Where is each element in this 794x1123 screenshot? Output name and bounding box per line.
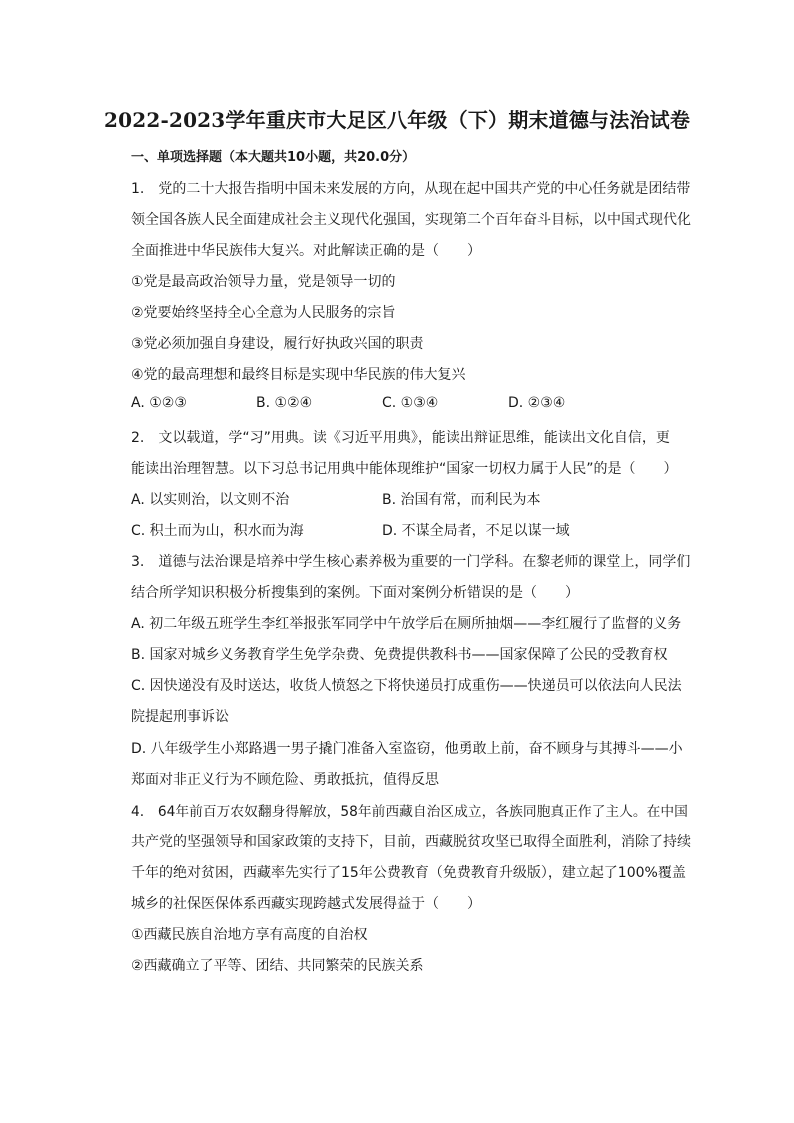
q1-line: 1. 党的二十大报告指明中国未来发展的方向，从现在起中国共产党的中心任务就是团结带 — [131, 181, 691, 197]
q3-option-d: D. 八年级学生小郑路遇一男子撬门准备入室盗窃，他勇敢上前，奋不顾身与其搏斗——小 — [131, 741, 683, 757]
q2-option-c: C. 积土而为山，积水而为海 — [131, 523, 304, 539]
q1-statement: ①党是最高政治领导力量，党是领导一切的 — [131, 274, 396, 290]
q2-option-d: D. 不谋全局者，不足以谋一域 — [382, 523, 570, 539]
q1-option-c: C. ①③④ — [382, 395, 439, 411]
q3-line: 结合所学知识积极分析搜集到的案例。下面对案例分析错误的是（ ） — [131, 585, 579, 601]
q4-line: 4. 64年前百万农奴翻身得解放，58年前西藏自治区成立，各族同胞真正作了主人。在中国 — [131, 804, 688, 820]
q4-line: 共产党的坚强领导和国家政策的支持下，目前，西藏脱贫攻坚已取得全面胜利，消除了持续 — [131, 834, 691, 850]
page-title: 2022-2023学年重庆市大足区八年级（下）期末道德与法治试卷 — [103, 108, 691, 132]
q2-line: 2. 文以载道，学“习”用典。读《习近平用典》，能读出辩证思维，能读出文化自信，更 — [131, 430, 670, 446]
q3-option-d-cont: 郑面对非正义行为不顾危险、勇敢抵抗，值得反思 — [131, 772, 439, 788]
q2-line: 能读出治理智慧。以下习总书记用典中能体现维护“国家一切权力属于人民”的是（ ） — [131, 461, 678, 477]
q3-option-c: C. 因快递没有及时送达，收货人愤怒之下将快递员打成重伤——快递员可以依法向人民法 — [131, 678, 682, 694]
q1-statement: ③党必须加强自身建设，履行好执政兴国的职责 — [131, 336, 424, 352]
q4-line: 城乡的社保医保体系西藏实现跨越式发展得益于（ ） — [131, 896, 481, 912]
q1-option-d: D. ②③④ — [508, 395, 566, 411]
q1-line: 领全国各族人民全面建成社会主义现代化强国，实现第二个百年奋斗目标，以中国式现代化 — [131, 212, 691, 228]
q1-statement: ②党要始终坚持全心全意为人民服务的宗旨 — [131, 305, 396, 321]
section-heading: 一、单项选择题（本大题共10小题，共20.0分） — [131, 150, 416, 165]
q1-line: 全面推进中华民族伟大复兴。对此解读正确的是（ ） — [131, 243, 481, 259]
q3-option-c-cont: 院提起刑事诉讼 — [131, 709, 229, 725]
q1-statement: ④党的最高理想和最终目标是实现中华民族的伟大复兴 — [131, 367, 466, 383]
q3-option-a: A. 初二年级五班学生李红举报张军同学中午放学后在厕所抽烟——李红履行了监督的义务 — [131, 616, 682, 632]
q4-statement: ②西藏确立了平等、团结、共同繁荣的民族关系 — [131, 958, 424, 974]
q2-option-b: B. 治国有常，而利民为本 — [382, 492, 541, 508]
q1-option-a: A. ①②③ — [131, 395, 187, 411]
q1-option-b: B. ①②④ — [256, 395, 313, 411]
q2-option-a: A. 以实则治，以文则不治 — [131, 492, 290, 508]
q3-option-b: B. 国家对城乡义务教育学生免学杂费、免费提供教科书——国家保障了公民的受教育权 — [131, 647, 668, 663]
q3-line: 3. 道德与法治课是培养中学生核心素养极为重要的一门学科。在黎老师的课堂上，同学们 — [131, 554, 691, 570]
q4-statement: ①西藏民族自治地方享有高度的自治权 — [131, 927, 368, 943]
q4-line: 千年的绝对贫困，西藏率先实行了15年公费教育（免费教育升级版），建立起了100%覆盖 — [131, 865, 686, 881]
